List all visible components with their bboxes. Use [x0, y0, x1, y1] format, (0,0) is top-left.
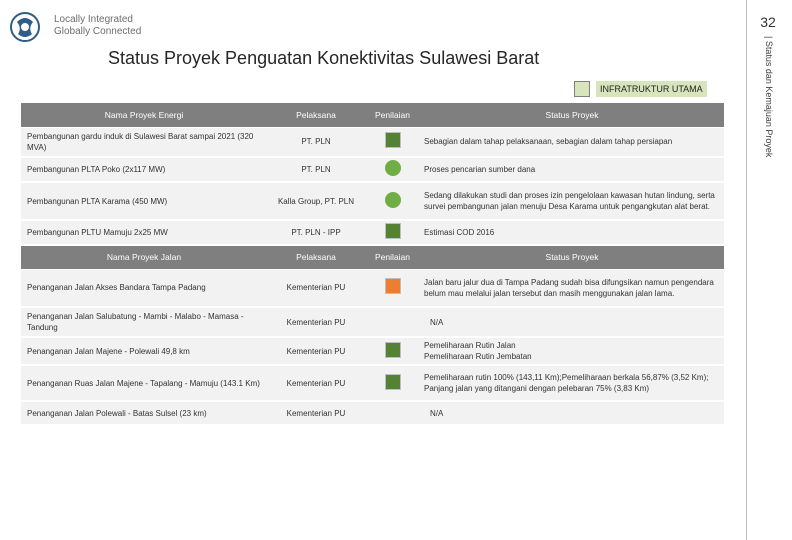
- rating-cell: [365, 220, 420, 245]
- page-number: 32: [760, 14, 776, 30]
- rating-green-circle: [385, 192, 401, 208]
- executor: PT. PLN: [267, 127, 365, 157]
- executor: Kalla Group, PT. PLN: [267, 182, 365, 220]
- rating-cell: [365, 269, 420, 307]
- project-name: Penanganan Jalan Akses Bandara Tampa Padang: [21, 269, 267, 307]
- status-line: Pemeliharaan rutin 100% (143,11 Km);Pemeliharaan berkala 56,87% (3,52 Km); Panjang jalan yang ditangani dengan pelebaran 75% (3,83 Km): [424, 373, 709, 393]
- logo-tagline: [54, 14, 141, 38]
- rating-cell: [365, 127, 420, 157]
- energy-header-1: Pelaksana: [267, 103, 365, 127]
- energy-header-3: Status Proyek: [420, 103, 724, 127]
- roads-header-0: Nama Proyek Jalan: [21, 245, 267, 269]
- roads-header-3: Status Proyek: [420, 245, 724, 269]
- project-name: Pembangunan gardu induk di Sulawesi Barat sampai 2021 (320 MVA): [21, 127, 267, 157]
- project-status: [420, 127, 724, 157]
- roads-header-1: Pelaksana: [267, 245, 365, 269]
- status-line: N/A: [430, 317, 444, 327]
- project-status: [420, 182, 724, 220]
- rating-dark-green-square: [385, 132, 401, 148]
- rating-orange-square: [385, 278, 401, 294]
- table-row: [21, 269, 724, 307]
- project-name: Pembangunan PLTA Karama (450 MW): [21, 182, 267, 220]
- table-row: [21, 157, 724, 182]
- logo-line-1: Locally Integrated: [54, 14, 133, 25]
- executor: Kementerian PU: [267, 337, 365, 365]
- status-line: Proses pencarian sumber dana: [424, 165, 536, 174]
- rating-dark-green-square: [385, 223, 401, 239]
- project-name: Penanganan Jalan Majene - Polewali 49,8 km: [21, 337, 267, 365]
- roads-header-2: Penilaian: [365, 245, 420, 269]
- roads-header-row: [21, 245, 724, 269]
- status-line: Sebagian dalam tahap pelaksanaan, sebagian dalam tahap persiapan: [424, 137, 673, 147]
- rating-cell: [365, 337, 420, 365]
- side-divider: [746, 0, 747, 540]
- project-name: Pembangunan PLTA Poko (2x117 MW): [21, 157, 267, 182]
- rating-dark-green-square: [385, 342, 401, 358]
- table-row: [21, 337, 724, 365]
- legend-swatch: [574, 81, 590, 97]
- status-line: N/A: [430, 408, 444, 418]
- page-title: Status Proyek Penguatan Konektivitas Sulawesi Barat: [108, 48, 540, 68]
- executor: Kementerian PU: [267, 401, 365, 425]
- energy-header-0: Nama Proyek Energi: [21, 103, 267, 127]
- table-row: [21, 220, 724, 245]
- table-row: [21, 307, 724, 337]
- rating-cell: [365, 157, 420, 182]
- project-status: [420, 157, 724, 182]
- project-status: [420, 401, 724, 425]
- project-status: [420, 365, 724, 401]
- table-row: [21, 127, 724, 157]
- status-line: Estimasi COD 2016: [424, 228, 495, 237]
- project-status: [420, 307, 724, 337]
- project-status-table: [21, 103, 724, 426]
- project-status: [420, 220, 724, 245]
- rating-cell: [365, 401, 420, 425]
- project-status: [420, 269, 724, 307]
- energy-header-row: [21, 103, 724, 127]
- legend-label: INFRATRUKTUR UTAMA: [596, 81, 707, 97]
- project-name: Penanganan Ruas Jalan Majene - Tapalang - Mamuju (143.1 Km): [21, 365, 267, 401]
- executor: Kementerian PU: [267, 269, 365, 307]
- project-name: Penanganan Jalan Salubatung - Mambi - Malabo - Mamasa - Tandung: [21, 307, 267, 337]
- rating-cell: [365, 307, 420, 337]
- logo-line-2: Globally Connected: [54, 26, 142, 37]
- status-line: Jalan baru jalur dua di Tampa Padang sudah bisa difungsikan namun pengendara belum mau melalui jalan tersebut dan masih menggunakan jalan lama.: [424, 277, 714, 298]
- project-name: Penanganan Jalan Polewali - Batas Sulsel (23 km): [21, 401, 267, 425]
- logo: [8, 10, 158, 44]
- table-row: [21, 182, 724, 220]
- project-status: [420, 337, 724, 365]
- globe-logo-icon: [8, 10, 42, 44]
- rating-cell: [365, 365, 420, 401]
- rating-green-circle: [385, 160, 401, 176]
- status-line: Pemeliharaan Rutin Jalan: [424, 341, 516, 350]
- rating-dark-green-square: [385, 374, 401, 390]
- executor: PT. PLN: [267, 157, 365, 182]
- legend: [574, 79, 718, 99]
- project-name: Pembangunan PLTU Mamuju 2x25 MW: [21, 220, 267, 245]
- energy-header-2: Penilaian: [365, 103, 420, 127]
- executor: PT. PLN - IPP: [267, 220, 365, 245]
- status-line: Pemeliharaan Rutin Jembatan: [424, 352, 532, 361]
- executor: Kementerian PU: [267, 307, 365, 337]
- status-line: Sedang dilakukan studi dan proses izin pengelolaan kawasan hutan lindung, serta survei pembangunan jalan menuju Desa Karama untuk pengangkutan alat berat.: [424, 191, 715, 211]
- table-row: [21, 401, 724, 425]
- table-row: [21, 365, 724, 401]
- side-caption: | Status dan Kemajuan Proyek: [764, 36, 774, 158]
- executor: Kementerian PU: [267, 365, 365, 401]
- rating-cell: [365, 182, 420, 220]
